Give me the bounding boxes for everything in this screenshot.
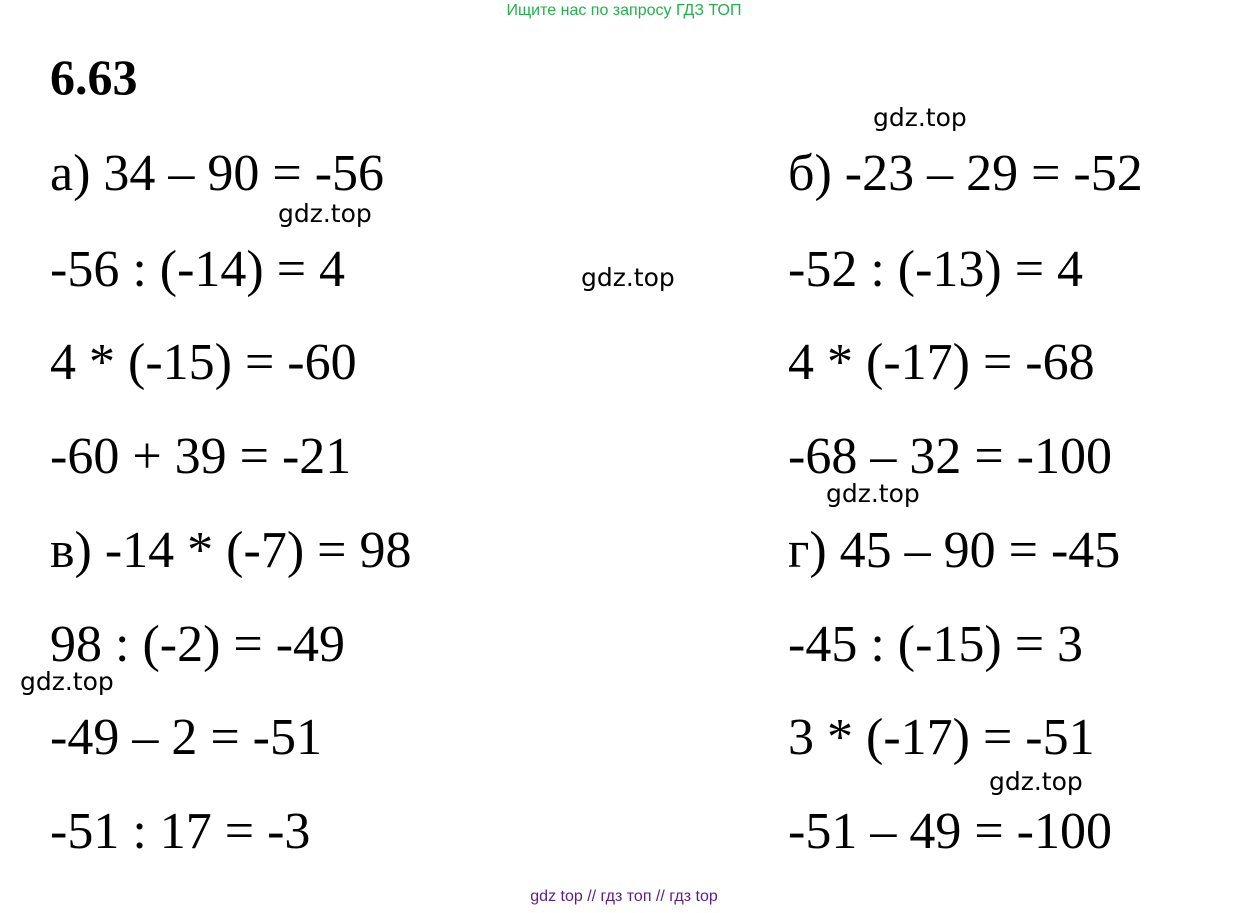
solution-line-b-3: 4 * (-17) = -68 <box>788 334 1095 391</box>
watermark: gdz.top <box>278 199 372 228</box>
solution-line-b-1: б) -23 – 29 = -52 <box>788 145 1143 202</box>
solution-line-a-2: -56 : (-14) = 4 <box>50 241 346 298</box>
footer: gdz top // гдз топ // гдз top <box>530 888 718 905</box>
top-banner: Ищите нас по запросу ГДЗ ТОП <box>506 2 742 19</box>
problem-number: 6.63 <box>50 49 138 105</box>
solution-line-g-3: 3 * (-17) = -51 <box>788 709 1095 766</box>
watermark: gdz.top <box>826 479 920 508</box>
solution-line-g-4: -51 – 49 = -100 <box>788 803 1112 860</box>
solution-line-b-2: -52 : (-13) = 4 <box>788 241 1084 298</box>
solution-line-v-2: 98 : (-2) = -49 <box>50 616 346 673</box>
solution-line-b-4: -68 – 32 = -100 <box>788 428 1112 485</box>
solution-line-g-2: -45 : (-15) = 3 <box>788 616 1084 673</box>
solution-line-g-1: г) 45 – 90 = -45 <box>788 522 1121 579</box>
solution-line-a-1: а) 34 – 90 = -56 <box>50 145 385 202</box>
watermark: gdz.top <box>20 667 114 696</box>
solution-line-a-4: -60 + 39 = -21 <box>50 428 352 485</box>
solution-line-v-4: -51 : 17 = -3 <box>50 803 311 860</box>
watermark: gdz.top <box>989 767 1083 796</box>
solution-line-v-1: в) -14 * (-7) = 98 <box>50 522 412 579</box>
watermark: gdz.top <box>873 103 967 132</box>
solution-line-a-3: 4 * (-15) = -60 <box>50 334 357 391</box>
watermark: gdz.top <box>581 263 675 292</box>
solution-line-v-3: -49 – 2 = -51 <box>50 709 322 766</box>
